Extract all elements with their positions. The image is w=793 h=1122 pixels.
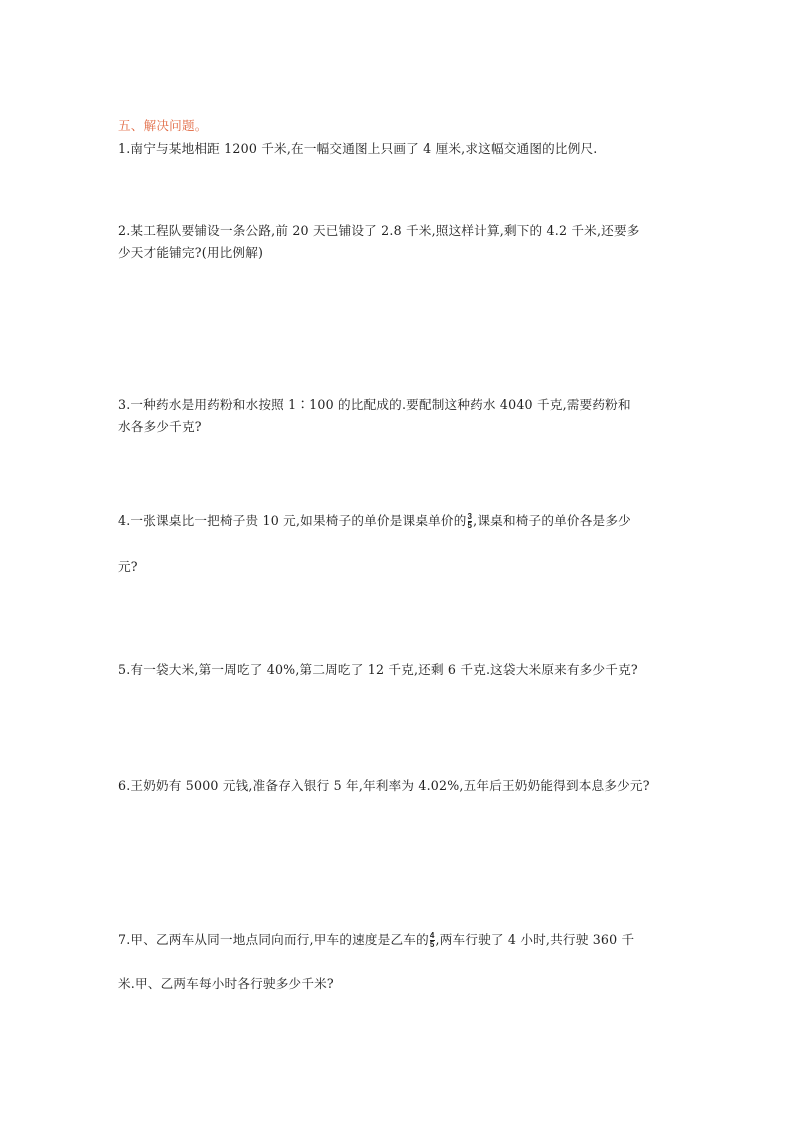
fraction-numerator: 4	[429, 931, 435, 940]
question-7-line-1	[118, 932, 634, 949]
fraction-numerator: 3	[467, 512, 473, 521]
question-6: 6.王奶奶有 5000 元钱,准备存入银行 5 年,年利率为 4.02%,五年后王奶奶能得到本息多少元?	[118, 778, 650, 793]
question-3-line-1: 3.一种药水是用药粉和水按照 1∶100 的比配成的.要配制这种药水 4040 千克,需要药粉和	[118, 397, 631, 412]
question-1: 1.南宁与某地相距 1200 千米,在一幅交通图上只画了 4 厘米,求这幅交通图的比例尺.	[118, 141, 598, 156]
question-3-line-2: 水各多少千克?	[118, 419, 202, 434]
section-title: 五、解决问题。	[118, 118, 208, 133]
question-4-text-a: 4.一张课桌比一把椅子贵 10 元,如果椅子的单价是课桌单价的	[118, 513, 467, 528]
fraction-denominator: 5	[467, 521, 473, 530]
question-2-line-2: 少天才能铺完?(用比例解)	[118, 245, 264, 260]
question-5: 5.有一袋大米,第一周吃了 40%,第二周吃了 12 千克,还剩 6 千克.这袋大米原来有多少千克?	[118, 662, 638, 677]
question-2-line-1: 2.某工程队要铺设一条公路,前 20 天已铺设了 2.8 千米,照这样计算,剩下的 4.2 千米,还要多	[118, 223, 640, 238]
question-4-line-1	[118, 513, 631, 530]
question-4-line-2: 元?	[118, 559, 138, 574]
fraction-4-5	[430, 932, 435, 949]
question-7-text-b: ,两车行驶了 4 小时,共行驶 360 千	[435, 932, 635, 947]
fraction-denominator: 5	[429, 940, 435, 949]
question-4-text-b: ,课桌和椅子的单价各是多少	[473, 513, 631, 528]
fraction-3-5	[468, 513, 473, 530]
question-7-text-a: 7.甲、乙两车从同一地点同向而行,甲车的速度是乙车的	[118, 932, 429, 947]
question-7-line-2: 米.甲、乙两车每小时各行驶多少千米?	[118, 976, 334, 991]
